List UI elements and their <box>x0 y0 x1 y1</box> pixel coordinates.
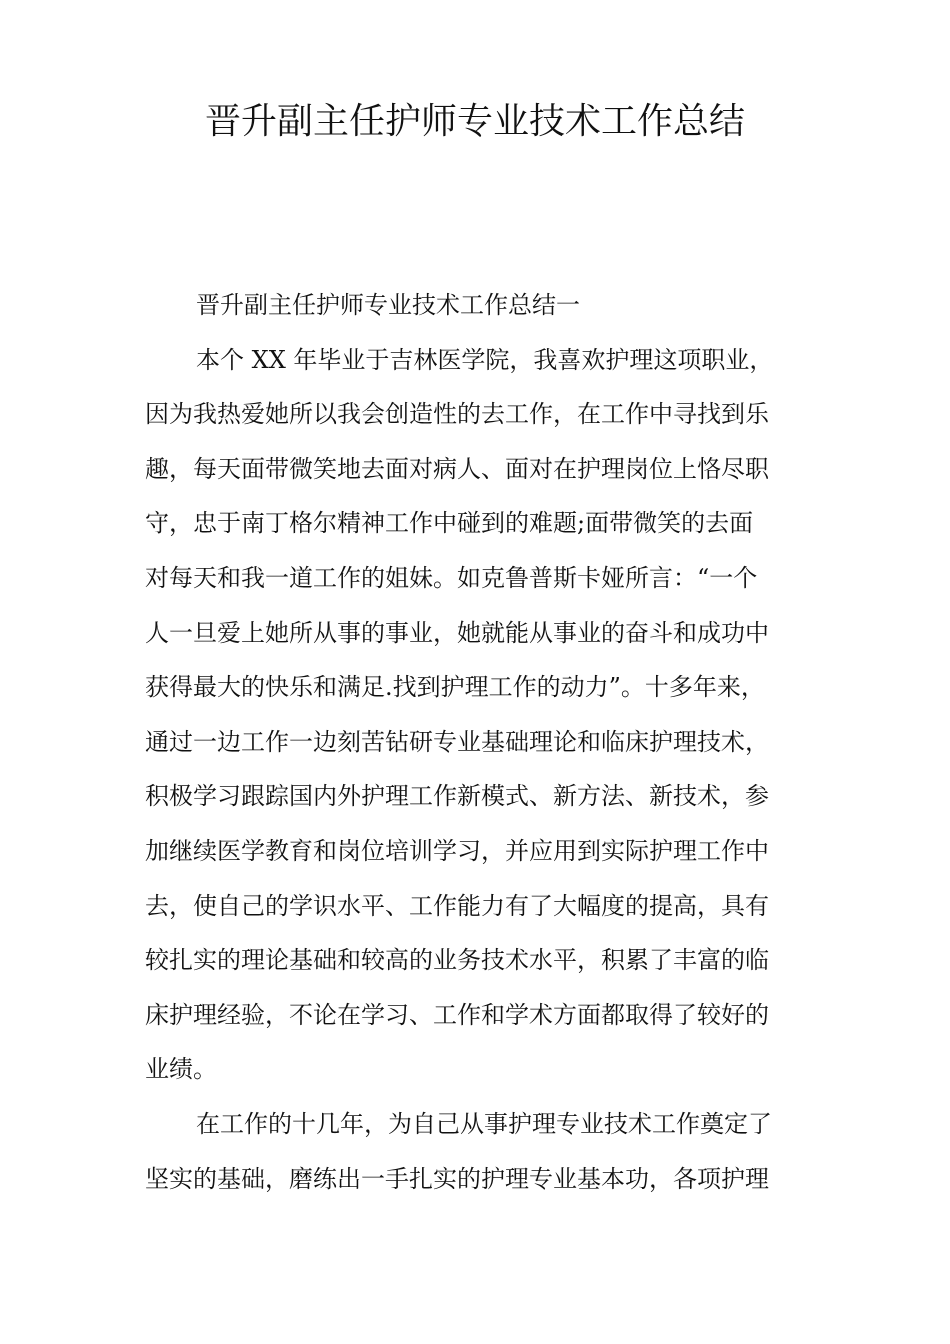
paragraph-line: 积极学习跟踪国内外护理工作新模式、新方法、新技术，参 <box>145 782 769 811</box>
document-title: 晋升副主任护师专业技术工作总结 <box>204 101 745 142</box>
paragraph-line: 因为我热爱她所以我会创造性的去工作，在工作中寻找到乐 <box>145 400 769 429</box>
paragraph-line: 加继续医学教育和岗位培训学习，并应用到实际护理工作中 <box>145 836 769 865</box>
paragraph-2 <box>145 1097 805 1206</box>
paragraph-line: 在工作的十几年，为自己从事护理专业技术工作奠定了 <box>196 1109 772 1138</box>
paragraph-line: 守，忠于南丁格尔精神工作中碰到的难题;面带微笑的去面 <box>145 509 754 538</box>
paragraph-line: 坚实的基础，磨练出一手扎实的护理专业基本功，各项护理 <box>145 1164 769 1193</box>
paragraph-line: 业绩。 <box>145 1055 217 1084</box>
paragraph-1 <box>145 333 805 1097</box>
paragraph-line: 获得最大的快乐和满足.找到护理工作的动力”。十多年来， <box>145 673 765 702</box>
paragraph-line: 趣，每天面带微笑地去面对病人、面对在护理岗位上恪尽职 <box>145 454 769 483</box>
document-body <box>145 278 805 1206</box>
paragraph-line: 床护理经验，不论在学习、工作和学术方面都取得了较好的 <box>145 1000 769 1029</box>
paragraph-line: 去，使自己的学识水平、工作能力有了大幅度的提高，具有 <box>145 891 769 920</box>
paragraph-line: 较扎实的理论基础和较高的业务技术水平，积累了丰富的临 <box>145 946 769 975</box>
section-heading: 晋升副主任护师专业技术工作总结一 <box>196 291 580 319</box>
paragraph-line: 通过一边工作一边刻苦钻研专业基础理论和临床护理技术， <box>145 727 769 756</box>
paragraph-line: 人一旦爱上她所从事的事业，她就能从事业的奋斗和成功中 <box>145 618 769 647</box>
paragraph-line: 本个 XX 年毕业于吉林医学院，我喜欢护理这项职业， <box>196 345 774 374</box>
paragraph-line: 对每天和我一道工作的姐妹。如克鲁普斯卡娅所言：“一个 <box>145 563 758 592</box>
